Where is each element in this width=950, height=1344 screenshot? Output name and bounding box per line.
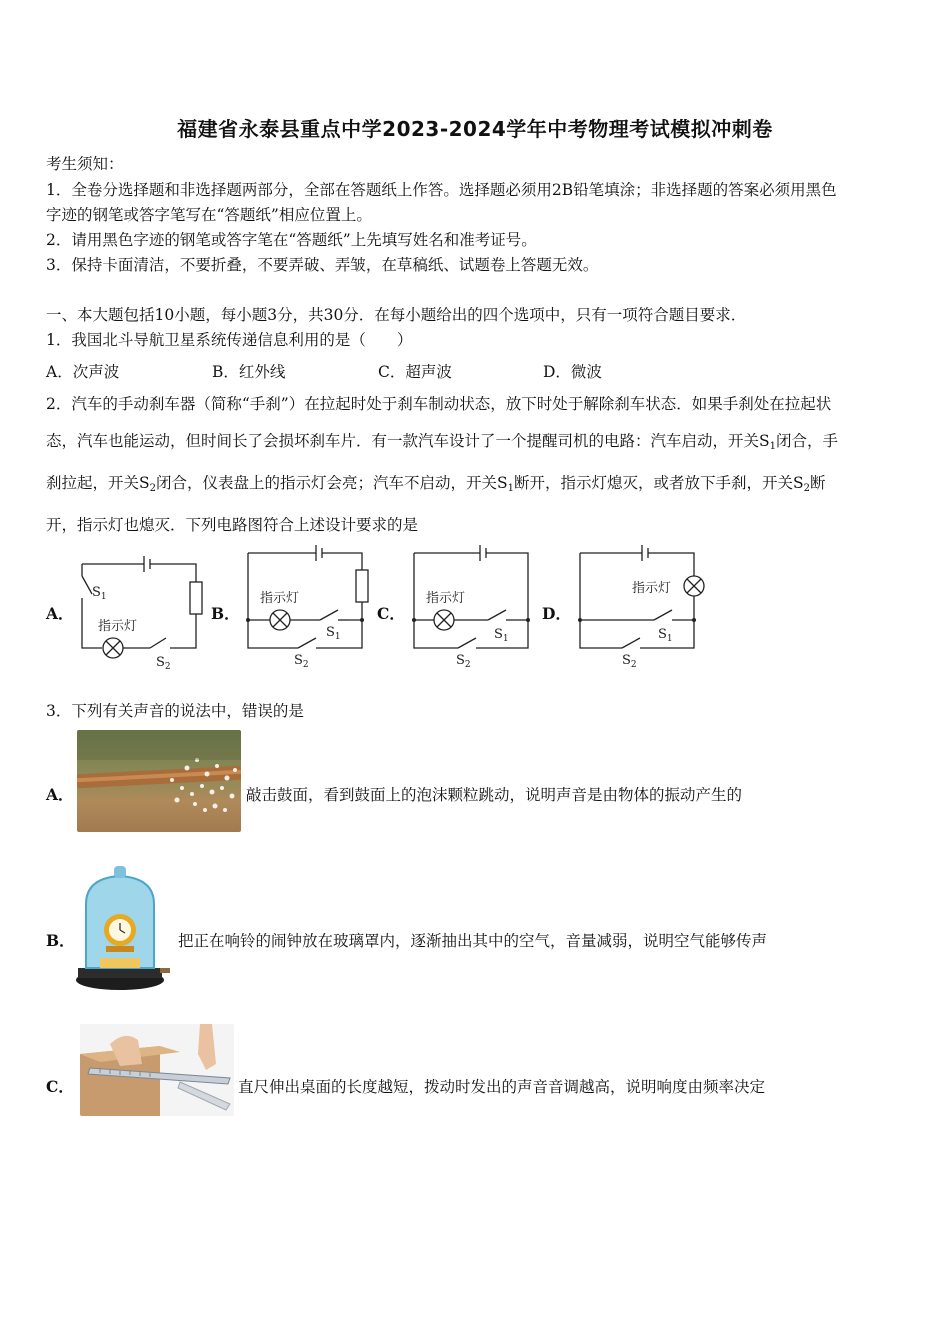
label-s1: $S_1$ (92, 585, 107, 602)
switch-s2-icon (622, 638, 640, 648)
q2-stem (46, 386, 908, 544)
notice-line-4: 3．保持卡面清洁，不要折叠，不要弄破、弄皱，在草稿纸、试题卷上答题无效。 (46, 256, 599, 274)
circuit-b-label: B． (211, 604, 240, 623)
q2-sub: 1 (507, 483, 514, 494)
section-heading: 一、本大题包括10小题，每小题3分，共30分．在每小题给出的四个选项中，只有一项符合题目要求． (46, 306, 747, 324)
label-s2: $S_2$ (294, 653, 309, 670)
q2-stem-line3c: 断开，指示灯熄灭，或者放下手刹，开关S (514, 474, 804, 492)
q2-sub: 1 (769, 441, 776, 452)
notice-line-3: 2．请用黑色字迹的钢笔或答字笔在“答题纸”上先填写姓名和准考证号。 (46, 231, 537, 249)
resistor-icon (190, 582, 202, 614)
q3-stem: 3．下列有关声音的说法中，错误的是 (46, 702, 304, 720)
label-lamp: 指示灯 (260, 591, 300, 606)
switch-s1-icon (82, 576, 92, 594)
label-s1: $S_1$ (494, 627, 509, 644)
q3-option-a-label: A． (46, 785, 74, 804)
q3-option-c-label: C． (46, 1077, 74, 1096)
bell-jar-photo (72, 864, 172, 994)
circuit-a-label: A． (46, 604, 74, 623)
q1-option-b: B．红外线 (212, 363, 286, 381)
circuit-diagram-d (570, 540, 710, 670)
drum-foam-photo (77, 730, 241, 832)
q2-stem-line3a: 刹拉起，开关S (46, 474, 150, 492)
switch-s2-icon (458, 638, 476, 648)
q2-stem-line3b: 闭合，仪表盘上的指示灯会亮；汽车不启动，开关S (156, 474, 508, 492)
q1-option-a: A．次声波 (46, 363, 120, 381)
q3-option-b-text: 把正在响铃的闹钟放在玻璃罩内，逐渐抽出其中的空气，音量减弱，说明空气能够传声 (178, 932, 768, 950)
notice-line-2: 字迹的钢笔或答字笔写在“答题纸”相应位置上。 (46, 206, 372, 224)
page-title: 福建省永泰县重点中学2023-2024学年中考物理考试模拟冲刺卷 (177, 117, 773, 141)
circuit-diagram-c (404, 540, 544, 670)
q3-option-c-text: 直尺伸出桌面的长度越短，拨动时发出的声音音调越高，说明响度由频率决定 (238, 1078, 766, 1096)
switch-s2-icon (150, 638, 166, 648)
q2-stem-line2a: 态，汽车也能运动，但时间长了会损坏刹车片．有一款汽车设计了一个提醒司机的电路：汽车启动，开关S (46, 432, 770, 450)
label-s2: $S_2$ (456, 653, 471, 670)
q2-stem-line1: 2．汽车的手动刹车器（简称“手刹”）在拉起时处于刹车制动状态，放下时处于解除刹车状态．如果手刹处在拉起状 (46, 395, 832, 413)
label-s1: $S_1$ (326, 625, 341, 642)
switch-s1-icon (320, 610, 338, 620)
q2-sub: 2 (803, 483, 810, 494)
label-s1: $S_1$ (658, 627, 673, 644)
ruler-table-photo (80, 1024, 234, 1116)
circuit-d-label: D． (542, 604, 571, 623)
q3-option-b-label: B． (46, 931, 75, 950)
notice-line-1: 1．全卷分选择题和非选择题两部分，全部在答题纸上作答。选择题必须用2B铅笔填涂；非选择题的答案必须用黑色 (46, 181, 837, 199)
resistor-icon (356, 570, 368, 602)
label-lamp: 指示灯 (632, 581, 672, 596)
circuit-diagram-a (70, 548, 210, 670)
label-s2: $S_2$ (156, 655, 171, 670)
circuit-c-label: C． (377, 604, 405, 623)
switch-s1-icon (488, 610, 506, 620)
switch-s1-icon (654, 610, 672, 620)
notice-heading: 考生须知： (46, 155, 124, 173)
label-lamp: 指示灯 (426, 591, 466, 606)
q2-stem-line3d: 断 (810, 474, 826, 492)
q1-option-c: C．超声波 (378, 363, 452, 381)
q2-stem-line4: 开，指示灯也熄灭．下列电路图符合上述设计要求的是 (46, 516, 419, 534)
q1-option-d: D．微波 (543, 363, 602, 381)
label-s2: $S_2$ (622, 653, 637, 670)
q2-sub: 2 (149, 483, 156, 494)
switch-s2-icon (298, 638, 316, 648)
circuit-diagram-b (238, 540, 378, 670)
label-lamp: 指示灯 (98, 619, 138, 634)
q2-stem-line2b: 闭合，手 (776, 432, 839, 450)
q3-option-a-text: 敲击鼓面，看到鼓面上的泡沫颗粒跳动，说明声音是由物体的振动产生的 (246, 786, 743, 804)
q1-stem: 1．我国北斗导航卫星系统传递信息利用的是（ ） (46, 331, 413, 349)
